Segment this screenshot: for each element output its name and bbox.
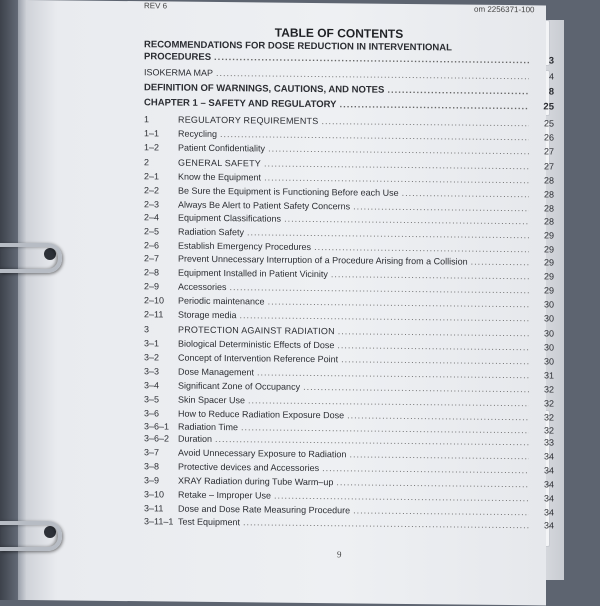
leader-dots [214,52,529,66]
toc-entry [144,157,554,171]
toc-number: 2–6 [144,240,160,251]
leader-dots [353,505,529,517]
toc-label: Radiation Time [178,421,239,433]
toc-page: 34 [543,507,554,518]
toc-number: 2–2 [144,185,160,196]
toc-number: 2–10 [144,295,165,306]
toc-entry [144,240,554,254]
toc-label: CHAPTER 1 – SAFETY AND REGULATORY [144,97,337,111]
leader-dots [230,282,529,295]
toc-number: 3–3 [144,366,160,377]
toc-entry [144,475,554,489]
toc-number: 3–6–2 [144,433,170,444]
leader-dots [274,491,529,504]
toc-page: 25 [543,101,554,113]
toc-page: 32 [543,384,554,395]
toc-label: Equipment Classifications [178,212,282,224]
toc-page: 3 [548,55,554,67]
toc-entry [144,142,554,156]
toc-page: 29 [543,285,554,296]
toc-number: 1 [144,114,150,125]
leader-dots [264,158,529,171]
leader-dots [331,269,529,281]
leader-dots [241,422,529,435]
toc-number: 3–4 [144,380,160,391]
toc-entry [144,267,554,281]
toc-label: Significant Zone of Occupancy [178,380,301,392]
toc-entry [144,516,554,530]
toc-label: RECOMMENDATIONS FOR DOSE REDUCTION IN INTERVENTIONAL [144,39,452,54]
toc-entry [144,185,554,199]
toc-page: 4 [548,71,554,82]
toc-entry [144,380,554,394]
toc-label: Know the Equipment [178,171,262,183]
toc-number: 2–8 [144,267,160,278]
toc-page: 34 [543,451,554,462]
toc-label: Prevent Unnecessary Interruption of a Procedure Arising from a Collision [178,253,468,267]
toc-label: Avoid Unnecessary Exposure to Radiation [178,447,347,460]
toc-label: Accessories [178,281,227,293]
toc-page: 28 [543,175,554,186]
toc-entry [144,212,554,226]
document-page [26,0,554,605]
toc-entry [144,461,554,475]
toc-content [144,1,554,560]
toc-label: Equipment Installed in Patient Vicinity [178,267,328,280]
toc-page: 25 [543,118,554,129]
leader-dots [268,297,529,310]
leader-dots [349,449,529,461]
toc-page: 31 [543,370,554,381]
toc-entry [144,281,554,295]
toc-number: 3–2 [144,352,160,363]
toc-label: Biological Deterministic Effects of Dose [178,338,335,351]
toc-page: 34 [543,520,554,531]
leader-dots [247,227,529,240]
toc-label: DEFINITION OF WARNINGS, CAUTIONS, AND NOTES [144,82,385,96]
toc-number: 2–1 [144,171,160,182]
toc-page: 27 [543,146,554,157]
toc-page: 28 [543,203,554,214]
toc-page: 34 [543,493,554,504]
toc-page: 32 [543,412,554,423]
toc-label: Concept of Intervention Reference Point [178,352,339,365]
toc-label: Retake – Improper Use [178,489,272,501]
leader-dots [337,340,529,352]
toc-entry [144,171,554,185]
leader-dots [321,116,529,128]
leader-dots [240,310,529,323]
toc-page: 34 [543,479,554,490]
toc-page: 27 [543,161,554,172]
toc-label: Storage media [178,309,237,321]
toc-number: 1–2 [144,142,160,153]
toc-number: 3–9 [144,475,160,486]
toc-entry [144,253,554,267]
toc-number: 3–7 [144,447,160,458]
toc-label: PROCEDURES [144,51,212,63]
leader-dots [268,144,529,157]
leader-dots [216,68,529,81]
leader-dots [303,382,529,394]
toc-label: Duration [178,433,213,444]
toc-page: 30 [543,356,554,367]
leader-dots [284,214,529,227]
toc-label: Be Sure the Equipment is Functioning Before each Use [178,185,399,198]
toc-page: 29 [543,257,554,268]
toc-entry [144,97,554,112]
toc-page: 29 [543,230,554,241]
toc-label: ISOKERMA MAP [144,67,214,78]
leader-dots [387,85,529,97]
toc-entry [144,433,554,447]
toc-entry [144,489,554,503]
toc-label: Periodic maintenance [178,295,265,307]
page-title: TABLE OF CONTENTS [274,25,404,41]
toc-number: 3–11 [144,503,164,514]
toc-number: 2–9 [144,281,160,292]
toc-entry [144,324,554,338]
toc-label: Skin Spacer Use [178,394,246,406]
toc-number: 3 [144,324,150,335]
toc-page: 8 [548,86,554,98]
toc-page: 30 [543,299,554,310]
toc-page: 30 [543,313,554,324]
leader-dots [220,129,529,142]
toc-entry [144,408,554,422]
toc-entry [144,447,554,461]
toc-label: Radiation Safety [178,226,245,238]
toc-page: 26 [543,132,554,143]
toc-entry [144,128,554,142]
toc-label: Dose and Dose Rate Measuring Procedure [178,503,351,516]
toc-number: 3–11–1 [144,516,174,527]
toc-entry [144,338,554,352]
toc-entry [144,352,554,366]
toc-page: 34 [543,465,554,476]
toc-page: 29 [543,244,554,255]
toc-label: Always Be Alert to Patient Safety Concerns [178,199,351,212]
leader-dots [340,99,530,112]
toc-entry [144,309,554,323]
toc-label: Dose Management [178,366,255,378]
toc-entry [144,67,554,81]
toc-number: 2–11 [144,309,164,320]
leader-dots [264,172,529,185]
toc-page: 30 [543,342,554,353]
leader-dots [322,463,529,475]
toc-number: 3–10 [144,489,165,500]
toc-page: 33 [543,437,554,448]
toc-label: Test Equipment [178,516,241,528]
toc-page: 30 [543,328,554,339]
toc-label: How to Reduce Radiation Exposure Dose [178,408,345,421]
toc-entry [144,82,554,97]
toc-page: 28 [543,216,554,227]
binder-ring [0,243,62,273]
leader-dots [353,201,529,213]
toc-page: 32 [543,425,554,436]
toc-label: REGULATORY REQUIREMENTS [178,114,319,127]
leader-dots [243,517,529,530]
toc-label: Patient Confidentiality [178,142,266,154]
leader-dots [341,354,529,366]
toc-entry [144,114,554,128]
toc-entry [144,503,554,517]
leader-dots [215,434,529,447]
leader-dots [402,188,529,199]
toc-page: 29 [543,271,554,282]
toc-entry [144,394,554,408]
toc-number: 3–8 [144,461,160,472]
toc-number: 2 [144,157,150,168]
toc-number: 2–7 [144,253,160,264]
toc-label: Protective devices and Accessories [178,461,320,474]
toc-number: 2–5 [144,226,160,237]
page-number: 9 [337,549,342,560]
toc-entry [144,366,554,380]
toc-number: 3–6–1 [144,421,170,432]
toc-entry [144,226,554,240]
document-number: om 2256371-100 [474,4,535,15]
leader-dots [314,242,529,254]
leader-dots [248,395,529,408]
leader-dots [471,257,529,268]
toc-label: GENERAL SAFETY [178,157,261,169]
revision-label: REV 6 [144,1,168,11]
leader-dots [347,410,529,422]
toc-label: Recycling [178,128,218,140]
toc-label: PROTECTION AGAINST RADIATION [178,324,335,337]
toc-number: 3–6 [144,408,160,419]
toc-number: 2–3 [144,199,160,210]
toc-label: Establish Emergency Procedures [178,240,312,252]
leader-dots [336,477,529,489]
toc-page: 32 [543,398,554,409]
toc-number: 2–4 [144,212,160,223]
toc-number: 3–5 [144,394,160,405]
binder-ring [0,521,62,551]
toc-number: 3–1 [144,338,160,349]
toc-number: 1–1 [144,128,160,139]
toc-entry [144,199,554,213]
toc-label: XRAY Radiation during Tube Warm–up [178,475,334,488]
leader-dots [257,367,529,380]
toc-page: 28 [543,189,554,200]
toc-entry [144,295,554,309]
leader-dots [338,326,529,338]
